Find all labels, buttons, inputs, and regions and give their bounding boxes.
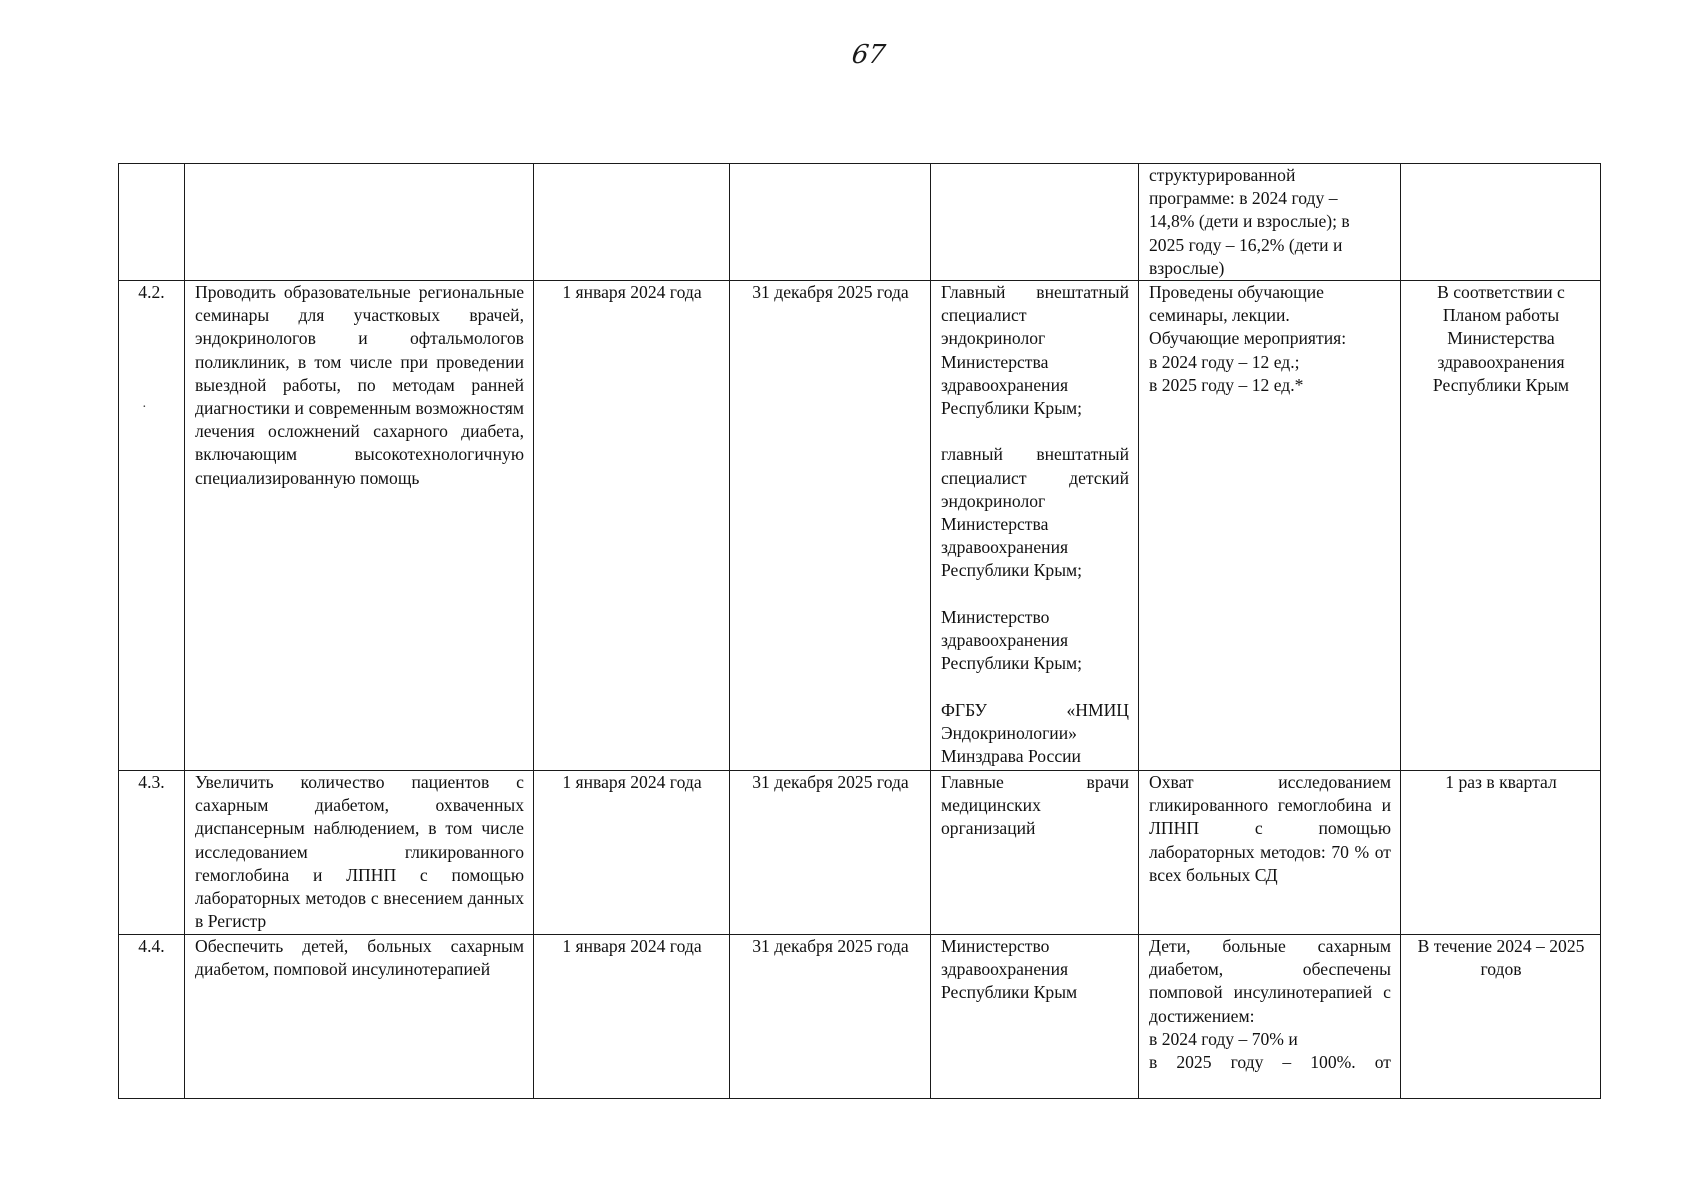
responsible-cell [931, 164, 1139, 281]
end-date-cell: 31 декабря 2025 года [730, 281, 931, 771]
period-cell [1401, 164, 1601, 281]
start-date-cell: 1 января 2024 года [534, 935, 730, 1099]
responsible-entry: Главный внештатный специалист эндокринолог Министерства здравоохранения Республики Крым; [941, 282, 1129, 419]
responsible-entry: Главные врачи медицинских организаций [941, 772, 1129, 839]
result-line: Дети, больные сахарным диабетом, обеспечены помповой инсулинотерапией с достижением: [1149, 936, 1391, 1026]
start-date-cell: 1 января 2024 года [534, 281, 730, 771]
result-line: Проведены обучающие [1149, 282, 1324, 303]
table-row [119, 164, 1601, 281]
period-cell: В течение 2024 – 2025 годов [1401, 935, 1601, 1099]
result-line: семинары, лекции. [1149, 305, 1290, 326]
measure-cell: Проводить образовательные региональные семинары для участковых врачей, эндокринологов и офтальмологов поликлиник, в том числе при проведении выездной работы, по методам ранней диагностики и современным возможностям лечения осложнений сахарного диабета, включающим высокотехнологичную специализированную помощь [185, 281, 534, 771]
responsible-entry: Министерство здравоохранения Республики Крым; [941, 606, 1083, 674]
result-line: Обучающие мероприятия: [1149, 328, 1347, 349]
table-row [119, 281, 1601, 771]
row-number: 4.3. [119, 771, 185, 935]
result-line: взрослые) [1149, 257, 1225, 278]
measure-cell: Увеличить количество пациентов с сахарным диабетом, охваченных диспансерным наблюдением, в том числе исследованием гликированного гемоглобина и ЛПНП с помощью лабораторных методов с внесением данных в Регистр [185, 771, 534, 935]
end-date-cell: 31 декабря 2025 года [730, 935, 931, 1099]
page-number: 67 [849, 40, 888, 70]
row-number [119, 164, 185, 281]
result-line: структурированной [1149, 165, 1296, 185]
period-cell: 1 раз в квартал [1401, 771, 1601, 935]
result-line: 14,8% (дети и взрослые); в [1149, 211, 1350, 232]
end-date-cell: 31 декабря 2025 года [730, 771, 931, 935]
responsible-entry: Министерство здравоохранения Республики Крым [941, 936, 1078, 1003]
responsible-cell [931, 771, 1139, 935]
row-number: 4.4. [119, 935, 185, 1099]
scan-mark: · [142, 400, 147, 415]
start-date-cell: 1 января 2024 года [534, 771, 730, 935]
result-line: 2025 году – 16,2% (дети и [1149, 234, 1343, 255]
measure-cell: Обеспечить детей, больных сахарным диабетом, помповой инсулинотерапией [185, 935, 534, 1099]
result-cell [1139, 281, 1401, 771]
row-number: 4.2. [119, 281, 185, 771]
result-line: в 2024 году – 12 ед.; [1149, 351, 1300, 372]
result-cell [1139, 164, 1401, 281]
end-date-cell [730, 164, 931, 281]
table-row [119, 935, 1601, 1099]
responsible-cell [931, 281, 1139, 771]
result-line: в 2025 году – 12 ед.* [1149, 374, 1304, 395]
result-line: программе: в 2024 году – [1149, 188, 1338, 209]
responsible-cell [931, 935, 1139, 1099]
result-cell [1139, 771, 1401, 935]
measure-cell [185, 164, 534, 281]
result-line: в 2024 году – 70% и [1149, 1028, 1298, 1049]
period-cell: В соответствии с Планом работы Министерства здравоохранения Республики Крым [1401, 281, 1601, 771]
result-cell [1139, 935, 1401, 1099]
result-line: Охват исследованием гликированного гемоглобина и ЛПНП с помощью лабораторных методов: 70 % от всех больных СД [1149, 772, 1391, 885]
start-date-cell [534, 164, 730, 281]
table-row [119, 771, 1601, 935]
responsible-entry: ФГБУ «НМИЦ Эндокринологии» Минздрава России [941, 699, 1129, 767]
result-line: в 2025 году – 100%. от [1149, 1052, 1391, 1073]
plan-table [118, 163, 1601, 1099]
responsible-entry: главный внештатный специалист детский эндокринолог Министерства здравоохранения Республики Крым; [941, 444, 1129, 581]
